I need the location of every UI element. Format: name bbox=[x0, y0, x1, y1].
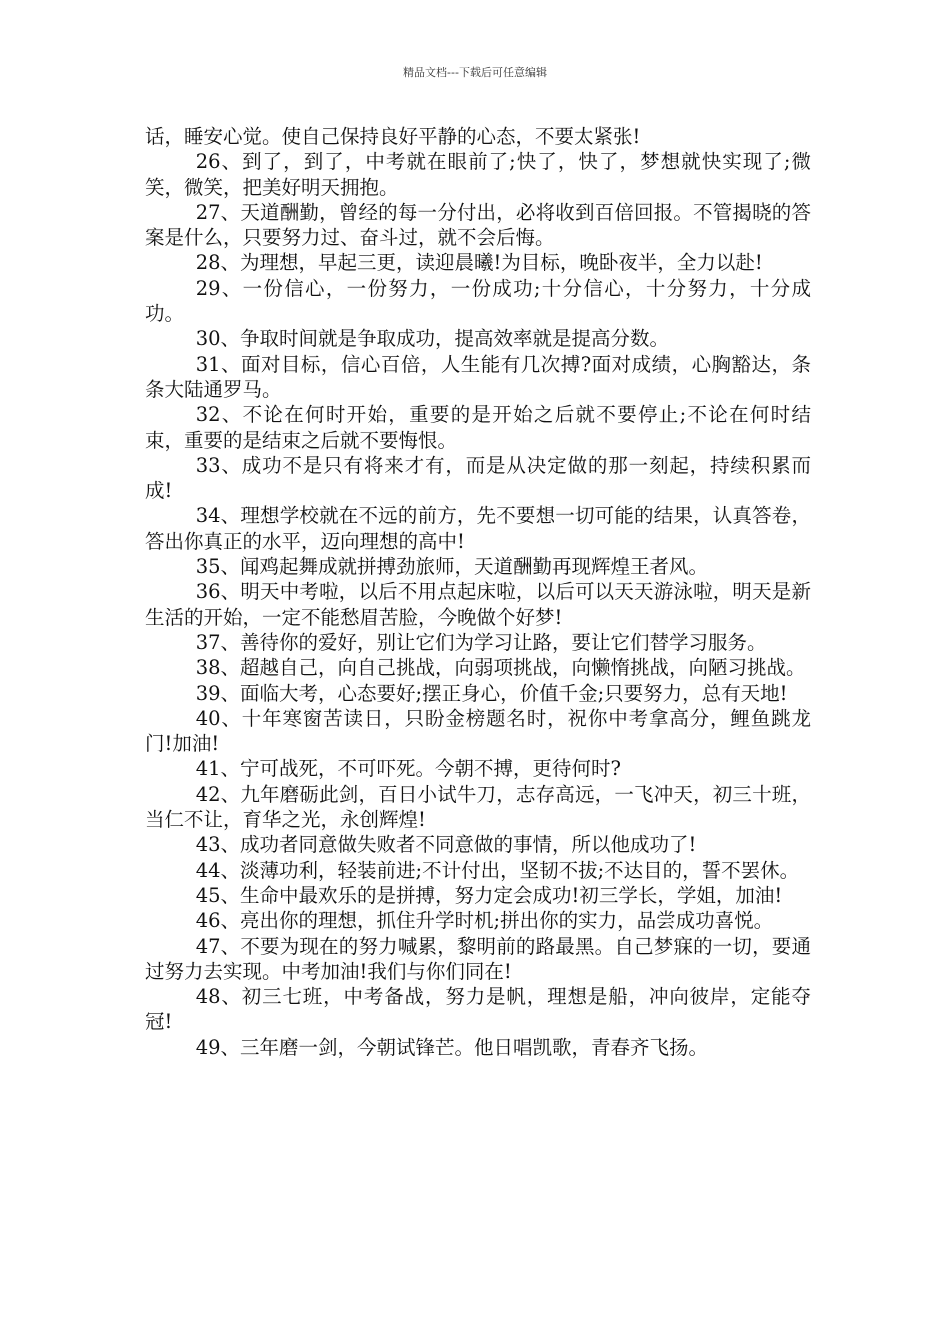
paragraph: 49、三年磨一剑，今朝试锋芒。他日唱凯歌，青春齐飞扬。 bbox=[195, 1035, 709, 1059]
document-body bbox=[145, 124, 811, 1060]
paragraph: 42、九年磨砺此剑，百日小试牛刀，志存高远，一飞冲天，初三十班，当仁不让，育华之光，永创辉煌! bbox=[145, 782, 811, 832]
paragraph: 26、到了，到了，中考就在眼前了;快了，快了，梦想就快实现了;微笑，微笑，把美好明天拥抱。 bbox=[145, 150, 811, 199]
paragraph: 37、善待你的爱好，别让它们为学习让路，要让它们替学习服务。 bbox=[195, 630, 767, 654]
page-header: 精品文档---下载后可任意编辑 bbox=[403, 66, 547, 79]
paragraph: 40、十年寒窗苦读日，只盼金榜题名时，祝你中考拿高分，鲤鱼跳龙门!加油! bbox=[145, 706, 811, 756]
paragraph: 29、一份信心，一份努力，一份成功;十分信心，十分努力，十分成功。 bbox=[145, 276, 811, 326]
paragraph: 32、不论在何时开始，重要的是开始之后就不要停止;不论在何时结束，重要的是结束之后就不要悔恨。 bbox=[145, 403, 811, 452]
paragraph: 38、超越自己，向自己挑战，向弱项挑战，向懒惰挑战，向陋习挑战。 bbox=[195, 656, 806, 680]
paragraph: 44、淡薄功利，轻装前进;不计付出，坚韧不拔;不达目的，誓不罢休。 bbox=[195, 858, 800, 882]
paragraph: 36、明天中考啦，以后不用点起床啦，以后可以天天游泳啦，明天是新生活的开始，一定不能愁眉苦脸，今晚做个好梦! bbox=[145, 580, 811, 629]
paragraph: 话，睡安心觉。使自己保持良好平静的心态，不要太紧张! bbox=[145, 125, 641, 148]
paragraph: 45、生命中最欢乐的是拼搏，努力定会成功!初三学长，学姐，加油! bbox=[195, 883, 783, 907]
paragraph: 30、争取时间就是争取成功，提高效率就是提高分数。 bbox=[195, 327, 670, 351]
paragraph: 31、面对目标，信心百倍，人生能有几次搏?面对成绩，心胸豁达，条条大陆通罗马。 bbox=[145, 352, 811, 401]
paragraph: 28、为理想，早起三更，读迎晨曦!为目标，晚卧夜半，全力以赴! bbox=[195, 251, 763, 275]
paragraph: 34、理想学校就在不远的前方，先不要想一切可能的结果，认真答卷，答出你真正的水平，迈向理想的高中! bbox=[145, 504, 811, 553]
paragraph: 43、成功者同意做失败者不同意做的事情，所以他成功了! bbox=[195, 833, 697, 857]
paragraph: 46、亮出你的理想，抓住升学时机;拼出你的实力，品尝成功喜悦。 bbox=[195, 909, 774, 933]
paragraph: 27、天道酬勤，曾经的每一分付出，必将收到百倍回报。不管揭晓的答案是什么，只要努力过、奋斗过，就不会后悔。 bbox=[145, 200, 811, 250]
paragraph: 35、闻鸡起舞成就拼搏劲旅师，天道酬勤再现辉煌王者风。 bbox=[195, 555, 709, 579]
paragraph: 48、初三七班，中考备战，努力是帆，理想是船，冲向彼岸，定能夺冠! bbox=[145, 985, 811, 1034]
paragraph: 47、不要为现在的努力喊累，黎明前的路最黑。自己梦寐的一切，要通过努力去实现。中考加油!我们与你们同在! bbox=[145, 934, 811, 983]
paragraph: 39、面临大考，心态要好;摆正身心，价值千金;只要努力，总有天地! bbox=[195, 681, 788, 705]
paragraph: 33、成功不是只有将来才有，而是从决定做的那一刻起，持续积累而成! bbox=[145, 453, 811, 503]
paragraph: 41、宁可战死，不可吓死。今朝不搏，更待何时? bbox=[195, 757, 621, 781]
